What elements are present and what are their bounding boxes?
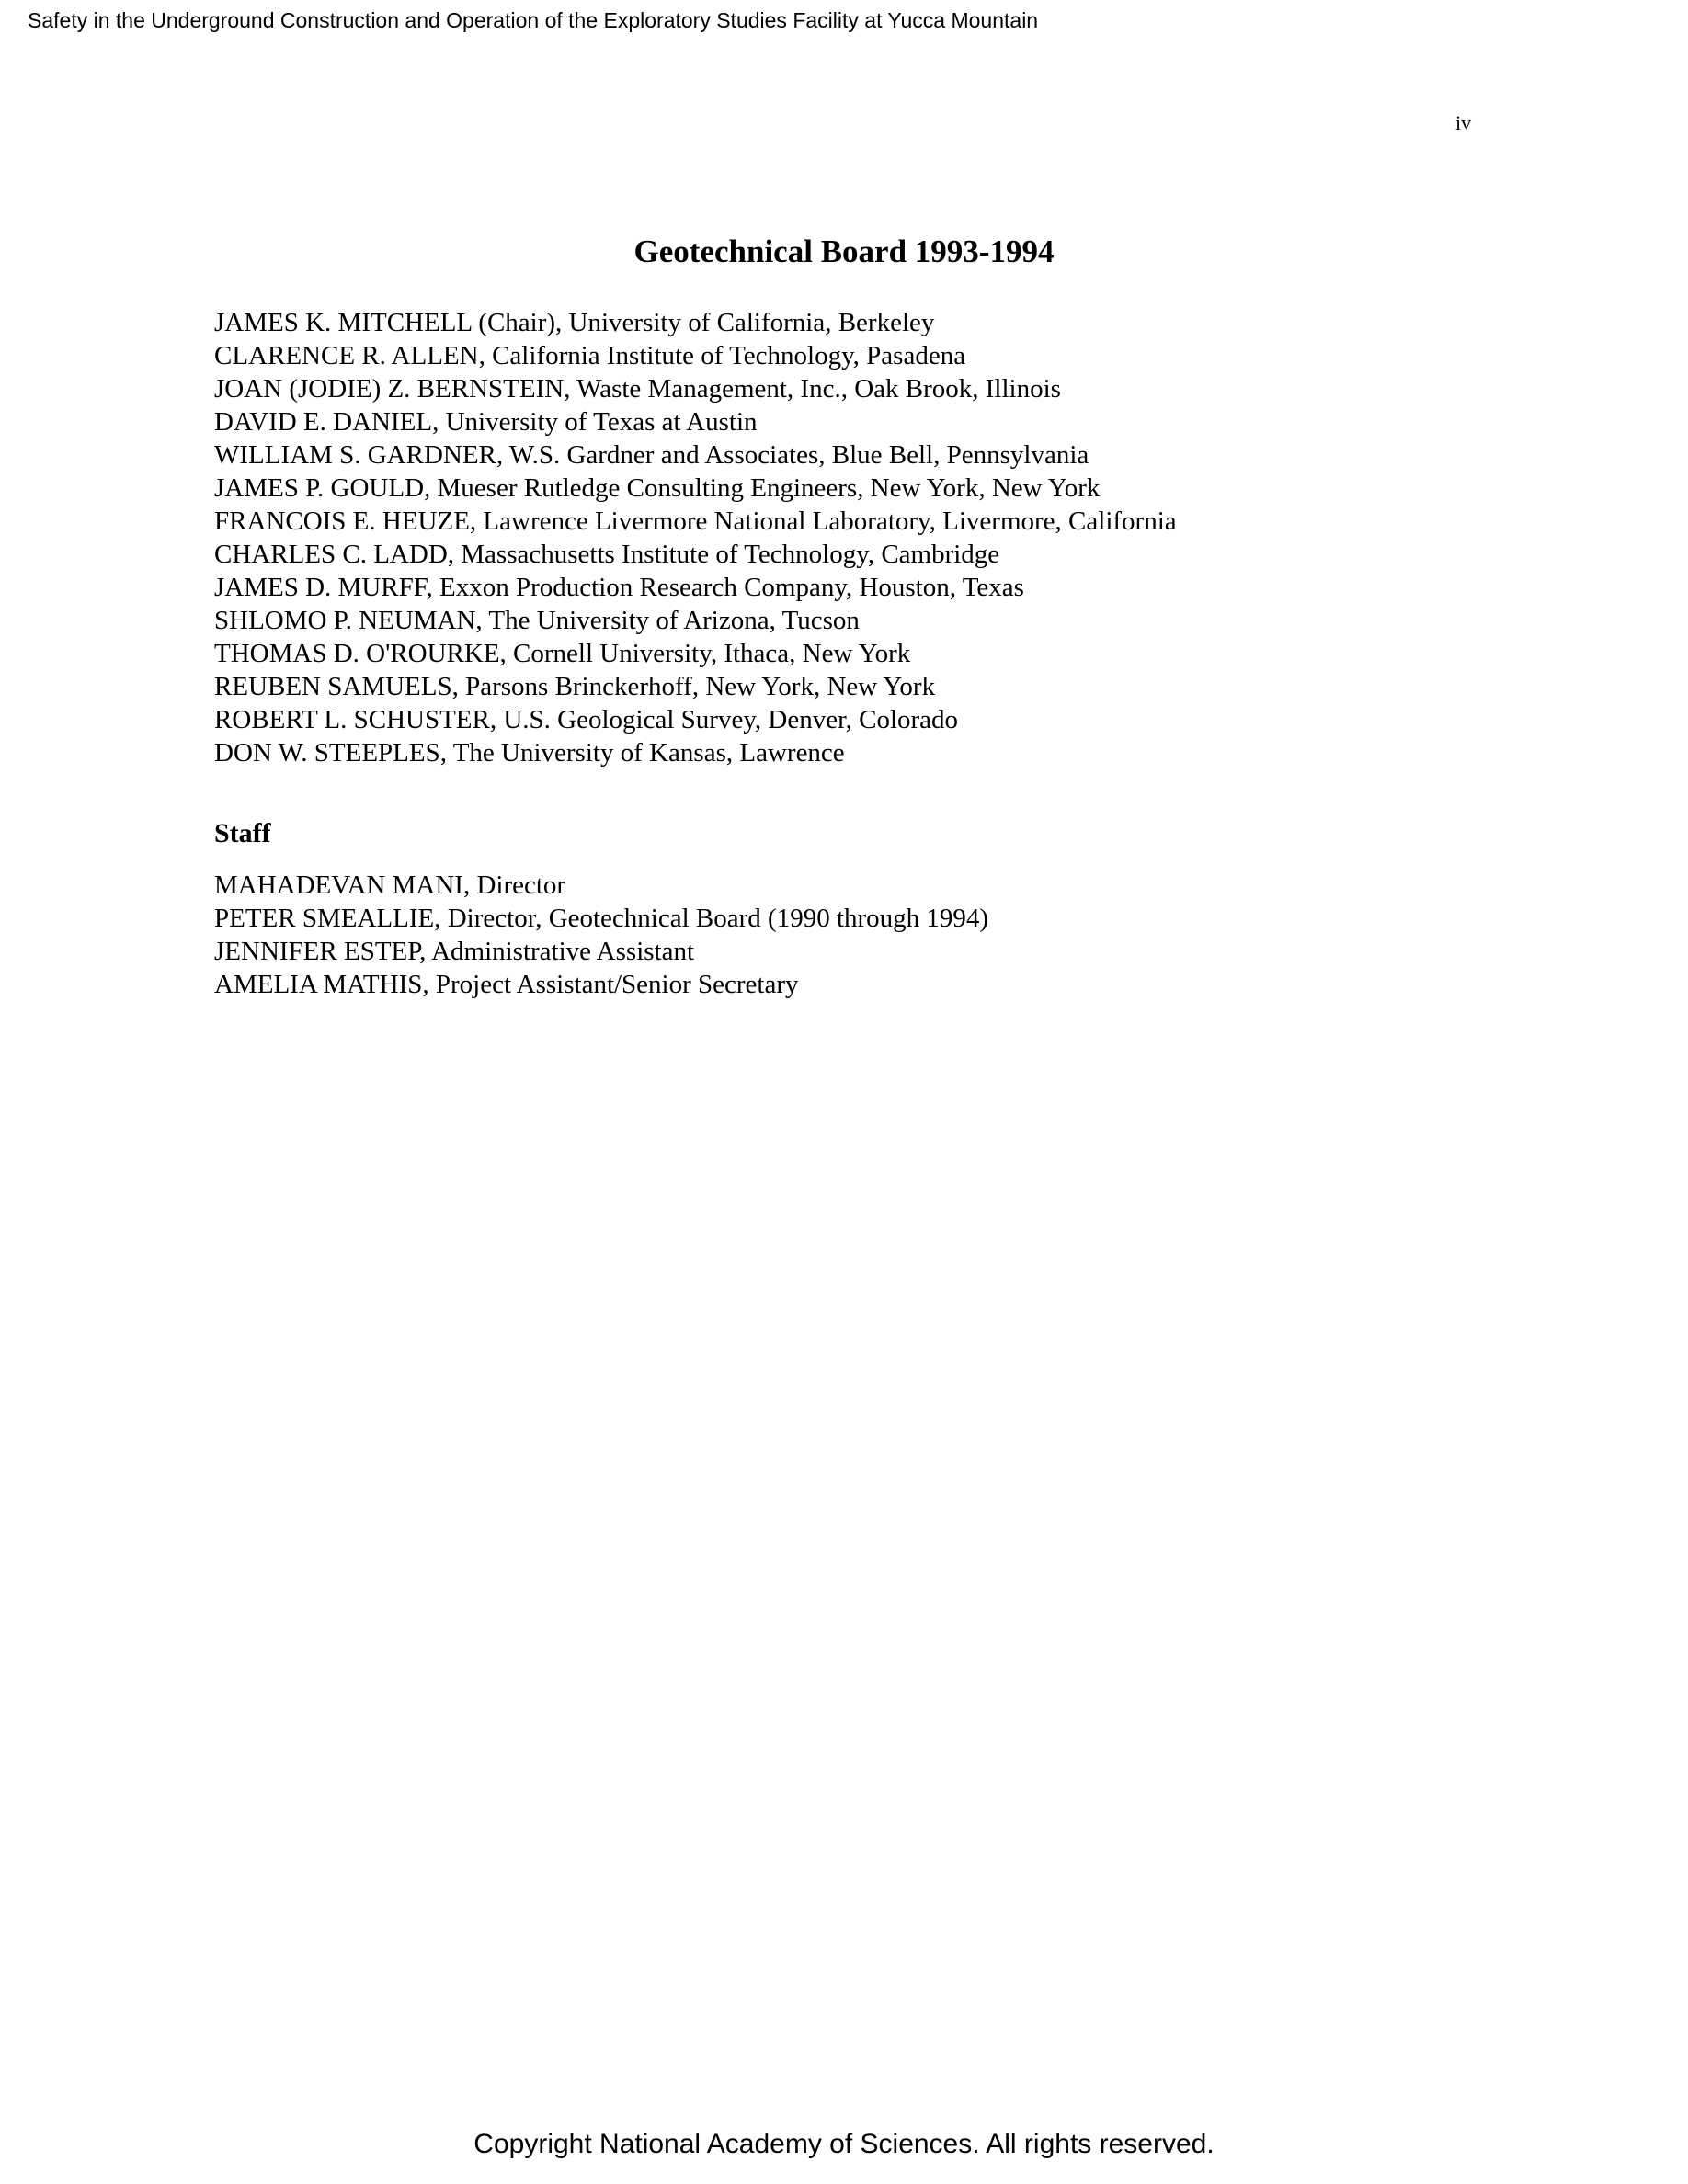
member-entry: JAMES D. MURFF, Exxon Production Research Company, Houston, Texas bbox=[214, 573, 1024, 602]
member-entry: ROBERT L. SCHUSTER, U.S. Geological Survey, Denver, Colorado bbox=[214, 705, 959, 734]
board-member-list bbox=[214, 306, 1177, 769]
staff-entry: PETER SMEALLIE, Director, Geotechnical Board (1990 through 1994) bbox=[214, 904, 989, 933]
staff-list bbox=[214, 869, 988, 1001]
member-entry: DAVID E. DANIEL, University of Texas at Austin bbox=[214, 407, 758, 437]
member-entry: SHLOMO P. NEUMAN, The University of Arizona, Tucson bbox=[214, 606, 860, 635]
member-entry: CLARENCE R. ALLEN, California Institute of Technology, Pasadena bbox=[214, 341, 966, 370]
member-entry: REUBEN SAMUELS, Parsons Brinckerhoff, New York, New York bbox=[214, 672, 936, 701]
member-entry: FRANCOIS E. HEUZE, Lawrence Livermore National Laboratory, Livermore, California bbox=[214, 506, 1177, 536]
member-entry: WILLIAM S. GARDNER, W.S. Gardner and Associates, Blue Bell, Pennsylvania bbox=[214, 440, 1089, 470]
member-entry: CHARLES C. LADD, Massachusetts Institute of Technology, Cambridge bbox=[214, 540, 1000, 569]
member-entry: DON W. STEEPLES, The University of Kansas, Lawrence bbox=[214, 738, 845, 768]
staff-entry: MAHADEVAN MANI, Director bbox=[214, 870, 566, 900]
member-entry: JAMES P. GOULD, Mueser Rutledge Consulting Engineers, New York, New York bbox=[214, 473, 1101, 503]
page-title: Geotechnical Board 1993-1994 bbox=[633, 233, 1055, 269]
member-entry: JOAN (JODIE) Z. BERNSTEIN, Waste Management, Inc., Oak Brook, Illinois bbox=[214, 374, 1061, 404]
running-header: Safety in the Underground Construction and Operation of the Exploratory Studies Facility at Yucca Mountain bbox=[28, 8, 1039, 32]
staff-entry: JENNIFER ESTEP, Administrative Assistant bbox=[214, 937, 695, 966]
staff-heading: Staff bbox=[214, 818, 271, 848]
staff-entry: AMELIA MATHIS, Project Assistant/Senior Secretary bbox=[214, 970, 799, 999]
copyright-notice: Copyright National Academy of Sciences. All rights reserved. bbox=[473, 2129, 1215, 2159]
member-entry: JAMES K. MITCHELL (Chair), University of California, Berkeley bbox=[214, 308, 935, 337]
page-number: iv bbox=[1455, 111, 1472, 134]
member-entry: THOMAS D. O'ROURKE, Cornell University, Ithaca, New York bbox=[214, 639, 911, 668]
